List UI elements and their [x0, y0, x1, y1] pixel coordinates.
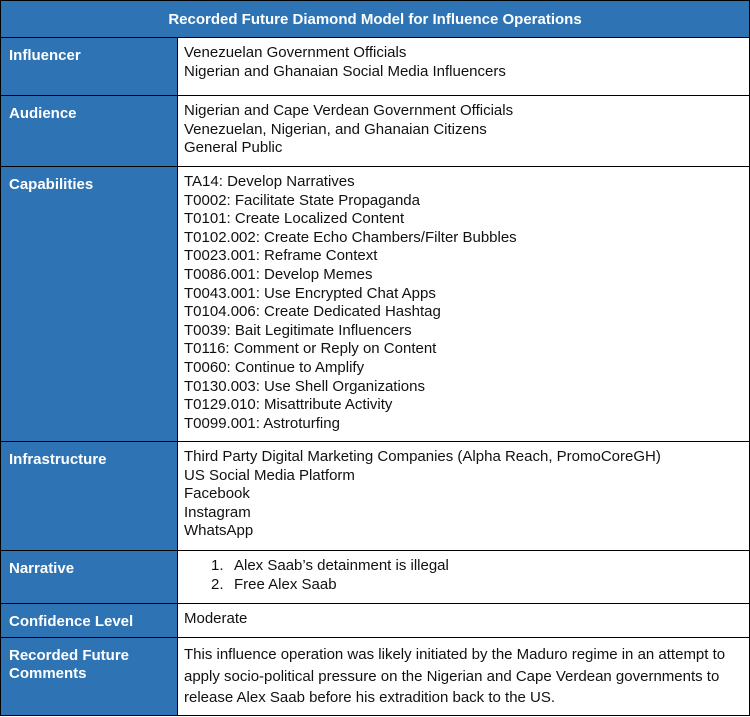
row-content-infrastructure — [178, 442, 749, 550]
row-influencer — [1, 38, 749, 96]
row-content-capabilities — [178, 167, 749, 441]
capability-item: T0043.001: Use Encrypted Chat Apps — [184, 284, 436, 302]
influencer-item: Nigerian and Ghanaian Social Media Influencers — [184, 62, 506, 80]
capability-item: T0116: Comment or Reply on Content — [184, 340, 437, 358]
row-narrative — [1, 551, 749, 604]
capability-item: T0130.003: Use Shell Organizations — [184, 377, 425, 395]
row-label-comments: Recorded Future Comments — [1, 638, 178, 715]
infrastructure-item: Facebook — [184, 485, 250, 503]
row-label-infrastructure: Infrastructure — [1, 442, 178, 550]
capability-item: T0099.001: Astroturfing — [184, 414, 340, 432]
row-label-influencer: Influencer — [1, 38, 178, 95]
influencer-item: Venezuelan Government Officials — [184, 44, 407, 61]
row-comments — [1, 638, 749, 715]
row-content-comments — [178, 638, 749, 715]
row-confidence — [1, 604, 749, 638]
row-infrastructure — [1, 442, 749, 551]
row-capabilities — [1, 167, 749, 442]
capability-item: T0104.006: Create Dedicated Hashtag — [184, 303, 441, 321]
capability-item: T0039: Bait Legitimate Influencers — [184, 321, 412, 339]
capability-item: T0129.010: Misattribute Activity — [184, 396, 393, 414]
row-content-narrative — [178, 551, 749, 603]
row-label-narrative: Narrative — [1, 551, 178, 603]
capability-item: T0002: Facilitate State Propaganda — [184, 191, 420, 209]
table-title: Recorded Future Diamond Model for Influence Operations — [1, 1, 749, 38]
row-content-audience — [178, 96, 749, 166]
comments-text: This influence operation was likely initiated by the Maduro regime in an attempt to apply socio-political pressure on the Nigerian and Cape Verdean governments to release Alex Saab before his extradition back to the US. — [184, 646, 726, 706]
row-audience — [1, 96, 749, 167]
row-content-influencer — [178, 38, 749, 95]
audience-item: Venezuelan, Nigerian, and Ghanaian Citizens — [184, 120, 487, 138]
audience-item: Nigerian and Cape Verdean Government Officials — [184, 102, 514, 119]
row-label-audience: Audience — [1, 96, 178, 166]
capability-item: TA14: Develop Narratives — [184, 173, 355, 190]
audience-item: General Public — [184, 139, 283, 157]
narrative-item: Alex Saab’s detainment is illegal — [234, 557, 449, 574]
capability-item: T0023.001: Reframe Context — [184, 247, 378, 265]
capability-item: T0086.001: Develop Memes — [184, 265, 373, 283]
infrastructure-item: US Social Media Platform — [184, 466, 355, 484]
capability-item: T0101: Create Localized Content — [184, 210, 405, 228]
capability-item: T0102.002: Create Echo Chambers/Filter Bubbles — [184, 228, 517, 246]
row-content-confidence — [178, 604, 749, 637]
row-label-confidence: Confidence Level — [1, 604, 178, 637]
infrastructure-item: WhatsApp — [184, 522, 254, 540]
row-label-capabilities: Capabilities — [1, 167, 178, 441]
infrastructure-item: Third Party Digital Marketing Companies (Alpha Reach, PromoCoreGH) — [184, 448, 661, 465]
narrative-list — [184, 557, 749, 594]
infrastructure-item: Instagram — [184, 503, 251, 521]
narrative-item: Free Alex Saab — [234, 575, 337, 593]
confidence-value: Moderate — [184, 610, 248, 627]
capability-item: T0060: Continue to Amplify — [184, 358, 365, 376]
